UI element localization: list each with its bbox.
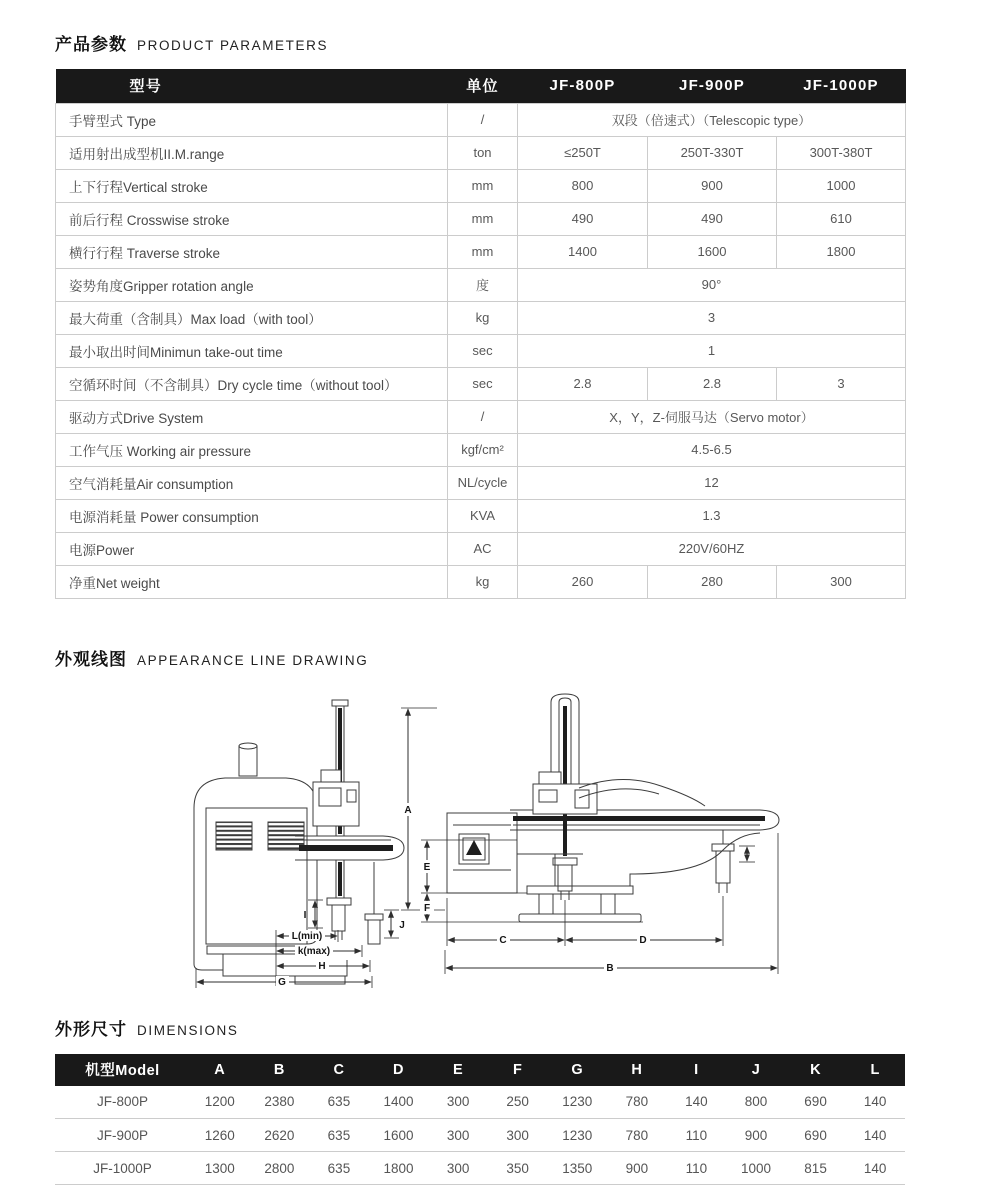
dim-cell: 1800	[369, 1152, 429, 1185]
col-header-l: L	[845, 1054, 905, 1086]
value-cell: 1600	[648, 235, 777, 268]
dim-label-l-min: L(min)	[291, 930, 323, 942]
spec-label: 横行行程 Traverse stroke	[56, 235, 448, 268]
dim-f	[420, 894, 643, 922]
spec-label: 姿势角度Gripper rotation angle	[56, 268, 448, 301]
col-header-g: G	[547, 1054, 607, 1086]
unit-cell: kgf/cm²	[448, 433, 518, 466]
value-cell: 90°	[518, 268, 906, 301]
value-cell: 610	[777, 202, 906, 235]
dim-cell: 900	[607, 1152, 667, 1185]
value-cell: 3	[777, 367, 906, 400]
spec-row-power-consumption	[56, 499, 906, 532]
dim-cell: 780	[607, 1086, 667, 1119]
value-cell: 300T-380T	[777, 136, 906, 169]
col-header-j: J	[726, 1054, 786, 1086]
col-header-unit: 单位	[448, 69, 518, 103]
dim-cell: 800	[726, 1086, 786, 1119]
dim-cell: 780	[607, 1119, 667, 1152]
dim-cell: 900	[726, 1119, 786, 1152]
unit-cell: ton	[448, 136, 518, 169]
dim-cell: 140	[667, 1086, 727, 1119]
dim-cell: 815	[786, 1152, 846, 1185]
dim-cell: 1230	[547, 1086, 607, 1119]
spec-label: 最小取出时间Minimun take-out time	[56, 334, 448, 367]
unit-cell: kg	[448, 301, 518, 334]
unit-cell: AC	[448, 532, 518, 565]
spec-row-air-pressure	[56, 433, 906, 466]
col-header-model: 机型Model	[55, 1054, 190, 1086]
col-header-jf1000p: JF-1000P	[777, 69, 906, 103]
spec-label: 上下行程Vertical stroke	[56, 169, 448, 202]
dim-cell: 2380	[250, 1086, 310, 1119]
heading-zh: 产品参数	[55, 35, 127, 54]
col-header-f: F	[488, 1054, 548, 1086]
dim-g	[196, 968, 372, 988]
dim-cell: 690	[786, 1119, 846, 1152]
dim-label-a: A	[404, 804, 412, 816]
dim-label-c: C	[499, 934, 507, 946]
dim-cell: 1350	[547, 1152, 607, 1185]
value-cell: 800	[518, 169, 648, 202]
spec-label: 驱动方式Drive System	[56, 400, 448, 433]
spec-label: 适用射出成型机II.M.range	[56, 136, 448, 169]
dims-row-jf1000p	[55, 1152, 905, 1185]
unit-cell: sec	[448, 334, 518, 367]
col-header-a: A	[190, 1054, 250, 1086]
dim-cell: 1260	[190, 1119, 250, 1152]
unit-cell: sec	[448, 367, 518, 400]
col-header-b: B	[250, 1054, 310, 1086]
value-cell: 250T-330T	[648, 136, 777, 169]
dim-cell: 300	[428, 1086, 488, 1119]
unit-cell: /	[448, 400, 518, 433]
col-header-jf900p: JF-900P	[648, 69, 777, 103]
spec-label: 电源Power	[56, 532, 448, 565]
dim-cell: 1200	[190, 1086, 250, 1119]
spec-row-arm-type	[56, 103, 906, 136]
dim-cell: 635	[309, 1086, 369, 1119]
dim-cell: 300	[428, 1152, 488, 1185]
dim-k-max	[277, 945, 362, 957]
unit-cell: kg	[448, 565, 518, 598]
dims-header-row	[55, 1054, 905, 1086]
dim-j	[384, 910, 405, 938]
dim-cell: 1000	[726, 1152, 786, 1185]
heading-en: APPEARANCE LINE DRAWING	[137, 652, 369, 668]
col-header-k: K	[786, 1054, 846, 1086]
dim-cell: 1400	[369, 1086, 429, 1119]
value-cell: ≤250T	[518, 136, 648, 169]
dim-cell: 250	[488, 1086, 548, 1119]
front-vertical-arm	[533, 694, 705, 856]
appearance-line-drawing	[55, 688, 905, 1003]
dim-label-b: B	[606, 962, 614, 974]
value-cell: 2.8	[518, 367, 648, 400]
col-header-e: E	[428, 1054, 488, 1086]
value-cell: 2.8	[648, 367, 777, 400]
dim-cell: 2800	[250, 1152, 310, 1185]
heading-zh: 外观线图	[55, 649, 127, 669]
dim-cell: 690	[786, 1086, 846, 1119]
spec-row-power	[56, 532, 906, 565]
spec-label: 前后行程 Crosswise stroke	[56, 202, 448, 235]
col-header-i: I	[667, 1054, 727, 1086]
traverse-beam	[295, 836, 404, 860]
dim-cell: 110	[667, 1152, 727, 1185]
spec-row-dry-cycle	[56, 367, 906, 400]
spec-label: 手臂型式 Type	[56, 103, 448, 136]
dim-cell: 2620	[250, 1119, 310, 1152]
spec-row-crosswise-stroke	[56, 202, 906, 235]
dim-label-k-max: k(max)	[297, 945, 331, 957]
value-cell: 220V/60HZ	[518, 532, 906, 565]
col-header-h: H	[607, 1054, 667, 1086]
dim-cell: 110	[667, 1119, 727, 1152]
value-cell: 3	[518, 301, 906, 334]
spec-label: 工作气压 Working air pressure	[56, 433, 448, 466]
dim-cell: 1230	[547, 1119, 607, 1152]
col-header-model: 型号	[56, 69, 448, 103]
dim-d	[566, 896, 723, 946]
value-cell: X，Y，Z-伺服马达（Servo motor）	[518, 400, 906, 433]
dim-label-h: H	[318, 960, 326, 972]
dim-cell: 635	[309, 1152, 369, 1185]
spec-row-gripper-angle	[56, 268, 906, 301]
dim-cell: 140	[845, 1152, 905, 1185]
heading-zh: 外形尺寸	[55, 1019, 127, 1039]
col-header-d: D	[369, 1054, 429, 1086]
dim-cell: 1600	[369, 1119, 429, 1152]
unit-cell: mm	[448, 169, 518, 202]
dimensions-table	[55, 1054, 905, 1186]
model-cell: JF-900P	[55, 1119, 190, 1152]
spec-label: 净重Net weight	[56, 565, 448, 598]
value-cell: 1.3	[518, 499, 906, 532]
spec-label: 最大荷重（含制具）Max load（with tool）	[56, 301, 448, 334]
value-cell: 280	[648, 565, 777, 598]
dim-cell: 140	[845, 1119, 905, 1152]
appearance-drawing-heading	[55, 645, 905, 670]
spec-header-row	[56, 69, 906, 103]
dim-label-g: G	[278, 976, 286, 988]
dim-cell: 300	[428, 1119, 488, 1152]
heading-en: DIMENSIONS	[137, 1022, 239, 1038]
value-cell: 490	[518, 202, 648, 235]
value-cell: 4.5-6.5	[518, 433, 906, 466]
dim-cell: 350	[488, 1152, 548, 1185]
unit-cell: KVA	[448, 499, 518, 532]
dim-cell: 1300	[190, 1152, 250, 1185]
unit-cell: mm	[448, 202, 518, 235]
dim-b	[445, 833, 778, 974]
gripper	[712, 830, 755, 893]
unit-cell: mm	[448, 235, 518, 268]
col-header-c: C	[309, 1054, 369, 1086]
front-view-drawing	[401, 694, 779, 974]
gripper	[551, 854, 583, 900]
product-parameters-heading	[55, 30, 905, 55]
spec-row-takeout-time	[56, 334, 906, 367]
product-parameters-table	[55, 69, 906, 599]
dim-h	[277, 960, 370, 972]
unit-cell: /	[448, 103, 518, 136]
value-cell: 1400	[518, 235, 648, 268]
spec-row-traverse-stroke	[56, 235, 906, 268]
unit-cell: 度	[448, 268, 518, 301]
spec-label: 空气消耗量Air consumption	[56, 466, 448, 499]
spec-row-air-consumption	[56, 466, 906, 499]
dim-label-d: D	[639, 934, 647, 946]
value-cell: 1	[518, 334, 906, 367]
col-header-jf800p: JF-800P	[518, 69, 648, 103]
dim-cell: 635	[309, 1119, 369, 1152]
spec-row-drive-system	[56, 400, 906, 433]
spec-row-im-range	[56, 136, 906, 169]
model-cell: JF-1000P	[55, 1152, 190, 1185]
model-cell: JF-800P	[55, 1086, 190, 1119]
spec-label: 电源消耗量 Power consumption	[56, 499, 448, 532]
value-cell: 900	[648, 169, 777, 202]
dim-label-e: E	[423, 861, 431, 873]
dim-cell: 300	[488, 1119, 548, 1152]
spec-label: 空循环时间（不含制具）Dry cycle time（without tool）	[56, 367, 448, 400]
line-drawing-svg	[55, 688, 905, 998]
vertical-arm	[313, 700, 359, 898]
value-cell: 300	[777, 565, 906, 598]
value-cell: 490	[648, 202, 777, 235]
spec-row-net-weight	[56, 565, 906, 598]
unit-cell: NL/cycle	[448, 466, 518, 499]
dim-cell: 140	[845, 1086, 905, 1119]
dims-row-jf900p	[55, 1119, 905, 1152]
value-cell: 12	[518, 466, 906, 499]
value-cell: 双段（倍速式）（Telescopic type）	[518, 103, 906, 136]
dims-row-jf800p	[55, 1086, 905, 1119]
front-control-box	[447, 813, 517, 893]
gripper	[327, 862, 383, 944]
side-view-drawing	[194, 700, 405, 988]
dim-label-j: J	[399, 919, 405, 931]
spec-row-max-load	[56, 301, 906, 334]
value-cell: 260	[518, 565, 648, 598]
spec-row-vertical-stroke	[56, 169, 906, 202]
heading-en: PRODUCT PARAMETERS	[137, 38, 329, 53]
dimensions-heading	[55, 1015, 905, 1040]
dim-label-i: I	[303, 909, 307, 921]
dim-a	[401, 708, 445, 910]
value-cell: 1000	[777, 169, 906, 202]
dim-label-f: F	[423, 902, 431, 914]
value-cell: 1800	[777, 235, 906, 268]
